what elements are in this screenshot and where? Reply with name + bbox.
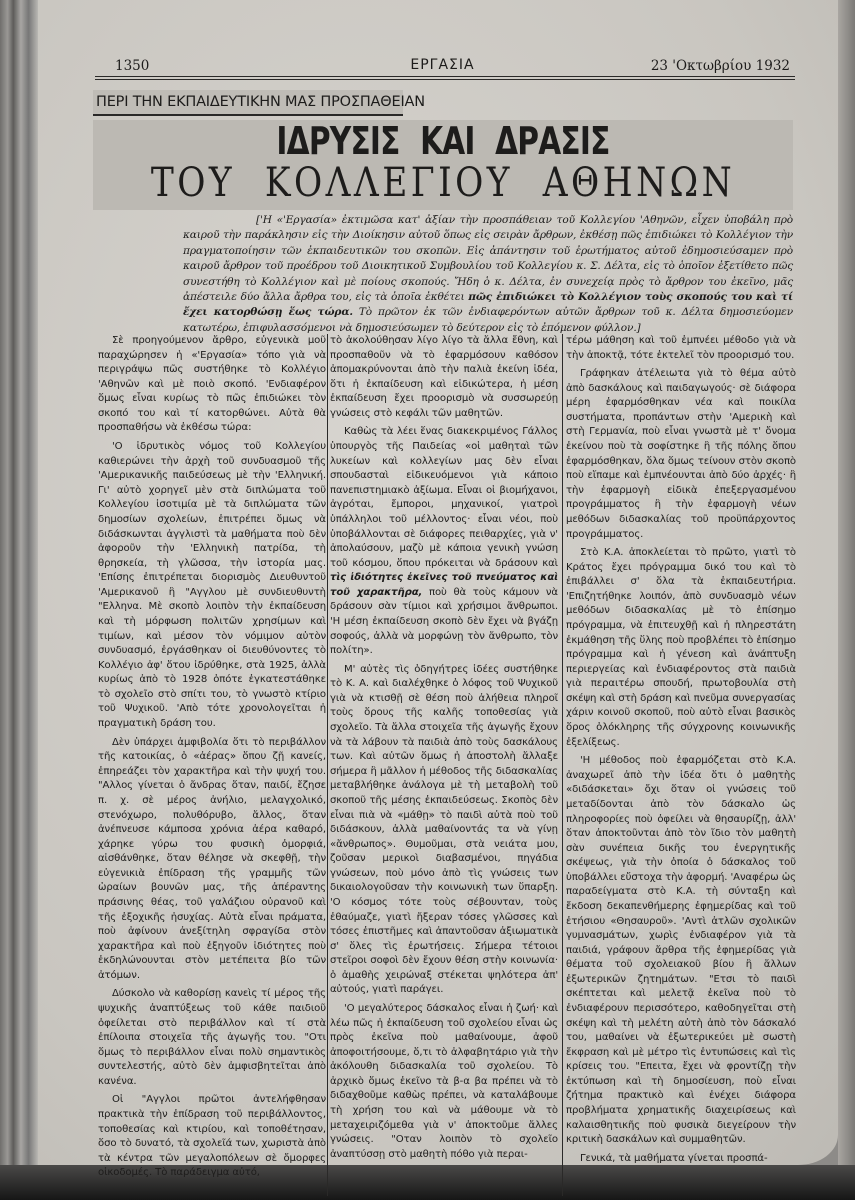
paragraph: Δὲν ὑπάρχει ἀμφιβολία ὅτι τὸ περιβάλλον τῆς κατοικίας, ὁ «ἀέρας» ὅπου ζῇ κανείς, ἐπηρεάζει τὸν χαρακτῆρα καὶ τὴν ψυχή του. "Αλλος γίνεται ὁ ἄνδρας ὅταν, παιδί, ἔζησε π. χ. σὲ μέρος ἀνήλιο, μελαγχολικό, στενόχωρο, πολυθόρυβο, ἄλλος, ὅταν ἀνέπνευσε κάμποσα χρόνια ἀέρα καθαρό, χάρηκε γύρω του φυσικὴ ὀμορφιά, αἰσθάνθηκε, ὅταν θέλησε νὰ σκεφθῇ, τὴν εὐγενικιὰ ἐπίδραση τῆς γραμμῆς τῶν ὡραίων βουνῶν μας, τῆς ἀπέραντης πράσινης θέας, τοῦ γαλάζιου οὐρανοῦ καὶ τῆς ἐξοχικῆς ἡσυχίας. Αὐτὰ εἶναι πράματα, ποὺ ἀφίνουν ἀνεξίτηλη σφραγίδα στὸν χαρακτῆρα καὶ ποὺ ἐξηγοῦν ἰδιότητες ποὺ ἐκδηλώνουνται στὸν μετέπειτα βίο τῶν ἀτόμων. [98, 736, 326, 981]
section-heading: ΠΕΡΙ ΤΗΝ ΕΚΠΑΙΔΕΥΤΙΚΗΝ ΜΑΣ ΠΡΟΣΠΑΘΕΙΑΝ [93, 90, 403, 116]
intro-bold: πῶς ἐπιδιώκει τὸ Κολλέγιον τοὺς σκοπούς του καὶ τί ἔχει κατορθώσῃ ἕως τώρα. [183, 291, 793, 319]
intro-text-1: ['Η «'Εργασία» ἐκτιμῶσα κατ' ἀξίαν τὴν προσπάθειαν τοῦ Κολλεγίου 'Αθηνῶν, εἶχεν ὑποβάλη πρὸ καιροῦ τὴν παράκλησιν εἰς τὴν Διοίκησιν αὐτοῦ ὅπως εἰς σειρὰν ἄρθρων, ἐκθέσῃ πῶς ἐπιδιώκει τὸ Κολλέγιον τὴν πραγματοποίησιν τῶν ἐκπαιδευτικῶν του σκοπῶν. Εἰς ἀπάντησιν τοῦ ἐρωτήματος αὐτοῦ ἐδημοσιεύσαμεν πρὸ καιροῦ ἄρθρον τοῦ προέδρου τοῦ Διοικητικοῦ Συμβουλίου τοῦ Κολλεγίου κ. Σ. Δέλτα, εἰς τὸ ὁποῖον ἐξετίθετο πῶς συνεστήθη τὸ Κολλέγιον καὶ μὲ ποίους σκοπούς. Ἤδη ὁ κ. Δέλτα, ἐν συνεχείᾳ πρὸς τὸ ἄρθρον του ἐκεῖνο, μᾶς ἀπέστειλε δύο ἄλλα ἄρθρα του, εἰς τὰ ὁποῖα ἐκθέτει [183, 214, 793, 304]
paragraph: τὸ ἀκολούθησαν λίγο λίγο τὰ ἄλλα ἔθνη, καὶ προσπαθοῦν νὰ τὸ ἐφαρμόσουν καθόσον ἀπομακρύνονται ἀπὸ τὴν παλιὰ ἐκείνη ἰδέα, ὅτι ἡ ἐκπαίδευση καὶ εἰδικώτερα, ἡ μέση ἐκπαίδευση ἔχει προορισμὸ νὰ συσσωρεύῃ γνώσεις στὸ κεφάλι τῶν μαθητῶν. [330, 335, 558, 419]
paragraph: 'Ο μεγαλύτερος δάσκαλος εἶναι ἡ ζωή· καὶ λέω πῶς ἡ ἐκπαίδευση τοῦ σχολείου εἶναι ὡς πρὸς ἐκεῖνα ποὺ μαθαίνουμε, ἀφοῦ ἀποφοιτήσουμε, ὅ,τι τὸ ἀλφαβητάριο γιὰ τὴν ἀκόλουθη διδασκαλία τοῦ σχολείου. Τὸ ἀρχικὸ ὅμως ἐκεῖνο τὰ β-α βα πρέπει νὰ τὸ διδαχθοῦμε καθὼς πρέπει, νὰ καταλάβουμε τὴ χρήση του καὶ νὰ μάθουμε νὰ τὸ μεταχειριζόμεθα γιὰ ν' ἀποκτοῦμε ἄλλες γνώσεις. "Οταν λοιπὸν τὸ σχολεῖο ἀναπτύσσῃ στὸ μαθητὴ πόθο γιὰ περαι- [330, 1003, 558, 1160]
article-column-3 [566, 334, 796, 1170]
issue-date: 23 'Οκτωβρίου 1932 [650, 58, 790, 74]
paragraph: Γράφηκαν ἀτέλειωτα γιὰ τὸ θέμα αὐτὸ ἀπὸ δασκάλους καὶ παιδαγωγούς· σὲ διάφορα μέρη ἐφαρμόσθηκαν νέα καὶ ποικίλα συστήματα, προπάντων στὴν 'Αμερικὴ καὶ στὴ Γερμανία, ποὺ εἶναι γνωστὰ μὲ τ' ὄνομα ἐκείνου ποὺ τὰ σοφίστηκε ἢ τῆς πόλης ὅπου ἐφαρμόσθηκαν, ὅλα ὅμως τείνουν στὸν σκοπὸ ποὺ εἴπαμε καὶ ἐμπνέουνται ἀπὸ δύο ἀρχές· ἢ τὴν ἐφαρμογὴ εἰδικὰ ἐπεξεργασμένου προγράμματος ἢ τὴν ἐφαρμογὴ νέων μεθόδων διδασκαλίας τοῦ προϋπάρχοντος προγράμματος. [566, 368, 796, 540]
paragraph: Σὲ προηγούμενον ἄρθρο, εὐγενικὰ μοῦ παραχώρησεν ἡ «'Εργασία» τόπο γιὰ νὰ περιγράψω πῶς συστήθηκε τὸ Κολλέγιο 'Αθηνῶν καὶ μὲ ποιὸ σκοπό. 'Ενδιαφέρον ὅμως εἶναι κυρίως τὸ πῶς ἐπιδιώκει τὸν σκοπό του καὶ τί κατορθώνει. Αὐτὰ θὰ προσπαθήσω νὰ ἐκθέσω τώρα: [98, 335, 326, 434]
paragraph [330, 425, 558, 658]
paragraph: Οἱ "Αγγλοι πρῶτοι ἀντελήφθησαν πρακτικὰ τὴν ἐπίδραση τοῦ περιβάλλοντος, τοποθεσίας καὶ κτιρίου, καὶ τοποθέτησαν, ὅσο τὸ δυνατό, τὰ σχολεῖά των, χωριστὰ ἀπὸ τὰ κέντρα τῶν μεγαλοπόλεων σὲ ὄμορφες οἰκοδομές. Τὸ παράδειγμα αὐτό, [98, 1094, 326, 1179]
article-column-2 [330, 334, 558, 1166]
headline-line-1: ΙΔΡΥΣΙΣ ΚΑΙ ΔΡΑΣΙΣ [276, 119, 610, 163]
paragraph: Δύσκολο νὰ καθορίσῃ κανεὶς τί μέρος τῆς ψυχικῆς ἀναπτύξεως τοῦ κάθε παιδιοῦ ὀφείλεται στὸ περιβάλλον καὶ τί στὰ ἐπίλοιπα στοιχεῖα τῆς ἀγωγῆς του. "Οτι ὅμως τὸ περιβάλλον εἶναι πολὺ σημαντικὸς συντελεστής, αὐτὸ δὲν ἀμφισβητεῖται ἀπὸ κανένα. [98, 988, 326, 1087]
intro-text-2: Τὸ πρῶτον ἐκ τῶν ἐνδιαφερόντων αὐτῶν ἄρθρων τοῦ κ. Δέλτα δημοσιεύομεν κατωτέρω, ἐπιφυλασσόμενοι νὰ δημοσιεύσωμεν τὸ δεύτερον εἰς τὸ ἐπόμενον φύλλον.] [183, 306, 793, 334]
publication-name: ΕΡΓΑΣΙΑ [410, 57, 475, 73]
paragraph: τέρω μάθηση καὶ τοῦ ἐμπνέει μέθοδο γιὰ νὰ τὴν ἀποκτᾷ, τότε ἐκτελεῖ τὸν προορισμό του. [566, 335, 796, 361]
paragraph: Στὸ Κ.Α. ἀποκλείεται τὸ πρῶτο, γιατὶ τὸ Κράτος ἔχει πρόγραμμα δικό του καὶ τὸ ἐπιβάλλει σ' ὅλα τὰ ἐκπαιδευτήρια. 'Επιζητήθηκε λοιπόν, ἀπὸ συνδυασμὸ νέων μεθόδων διδασκαλίας μὲ τὸ ἐπίσημο πρόγραμμα, νὰ ἐπιτευχθῇ καὶ ἡ πληρεστάτη ἐκμάθηση τῆς ὕλης ποὺ προβλέπει τὸ ἐπίσημο πρόγραμμα καὶ ἡ γένεση καὶ ἀνάπτυξη περιεργείας καὶ ἐνδιαφέροντος στὰ παιδιὰ γιὰ περαιτέρω σπουδή, πρωτοβουλία στὴ σκέψη καὶ στὴ δράση καὶ πνεῦμα συνεργασίας χάριν κοινοῦ σκοποῦ, ποὺ αὐτὸ εἶναι βασικὸς ὅρος ὁλόκληρης τῆς σύγχρονης κοινωνικῆς ἐξελίξεως. [566, 547, 796, 748]
emphasis-text: τὶς ἰδιότητες ἐκεῖνες τοῦ πνεύματος καὶ τοῦ χαρακτῆρα, [330, 572, 558, 598]
page-header [95, 54, 790, 74]
header-rule [95, 76, 795, 77]
paragraph: Μ' αὐτὲς τὶς ὁδηγήτρες ἰδέες συστήθηκε τὸ Κ. Α. καὶ διαλέχθηκε ὁ λόφος τοῦ Ψυχικοῦ γιὰ νὰ κτισθῇ σὲ θέση ποὺ ἀλήθεια πληροῖ τοὺς ὅρους τῆς καλῆς τοποθεσίας γιὰ σχολεῖο. Τὰ ἄλλα στοιχεῖα τῆς ἀγωγῆς ἔχουν νὰ τὰ λάβουν τὰ παιδιὰ ἀπὸ τοὺς δασκάλους των. Καὶ αὐτῶν ὅμως ἡ ἀποστολὴ ἄλλαξε σήμερα ἢ μᾶλλον ἡ μέθοδος τῆς διδασκαλίας μεταβλήθηκε ἀνάλογα μὲ τὴ μεταβολὴ τοῦ σκοποῦ τῆς μέσης ἐκπαιδεύσεως. Σκοπὸς δὲν εἶναι πιὰ νὰ «μάθῃ» τὸ παιδὶ αὐτὰ ποὺ τοῦ διδάσκουν, ἀλλὰ μαθαίνοντάς τα νὰ γίνῃ «ἄνθρωπος». Θυμοῦμαι, στὰ νειάτα μου, ζοῦσαν μερικοὶ διαβασμένοι, πηγάδια γνώσεων, ποὺ μόνο ἀπὸ τὶς γνώσεις των δικαιολογοῦσαν τὴν κοινωνικὴ των ὕπαρξη. 'Ο κόσμος τότε τοὺς σέβουνταν, τοὺς ἐθαύμαζε, γιατὶ ἤξεραν τόσες γλῶσσες καὶ τόσες ἐπιστῆμες καὶ ἀπαντοῦσαν ἀξιωματικὰ σ' ὅλες τὶς ἐρωτήσεις. Σήμερα τέτοιοι στεῖροι σοφοὶ δὲν ἔχουν θέση στὴν κοινωνία· ὁ ἀμαθὴς χειρώναξ στέκεται ψηλότερα ἀπ' αὐτούς, γιατὶ παράγει. [330, 663, 558, 996]
page-edge [838, 0, 855, 1170]
paragraph: 'Η μέθοδος ποὺ ἐφαρμόζεται στὸ Κ.Α. ἀναχωρεῖ ἀπὸ τὴν ἰδέα ὅτι ὁ μαθητὴς «διδάσκεται» ὄχι ὅταν οἱ γνώσεις τοῦ μεταδίδονται ἀπὸ τὸν δάσκαλο ὡς πληροφορίες ποὺ ὀφείλει νὰ θησαυρίζῃ, ἀλλ' ὅταν ἀποκτοῦνται ἀπὸ τὸν ἴδιο τὸν μαθητὴ σὰν συνέπεια δικῆς του ἐνεργητικῆς σκέψεως, γιὰ τὴν ὁποία ὁ δάσκαλος τοῦ ὑποβάλλει εὔστοχα τὴν ἀφορμή. 'Αναφέρω ὡς παραδείγματα στὸ Κ.Α. τὴ σύνταξη καὶ ἔκδοση δεκαπενθήμερης ἐφημερίδας καὶ τοῦ ἐτήσιου «Θησαυροῦ». 'Αντὶ ἀτλῶν σχολικῶν γυμνασμάτων, χωρὶς ἐνδιαφέρον γιὰ τὰ παιδιά, γράφουν ἄρθρα τῆς ἐφημερίδας γιὰ θέματα τοῦ σχολειακοῦ βίου ἢ ἄλλων ἐξωτερικῶν ζητημάτων. "Ετσι τὸ παιδὶ σκέπτεται καὶ μελετᾷ ἐκεῖνα ποὺ τὸ ἐνδιαφέρουν περισσότερο, καθοδηγεῖται στὴ σκέψη καὶ τὴ μελέτη αὐτὴ ἀπὸ τὸν δάσκαλό του, μαθαίνει νὰ ἐξωτερικεύει μὲ σωστὴ ἔκφραση καὶ μὲ μέτρο τὶς ἐντυπώσεις καὶ τὶς κρίσεις του. "Επειτα, ἔχει νὰ φροντίζῃ τὴν ἐκτύπωση καὶ τὴ δημοσίευση, ποὺ εἶναι ζήτημα πρακτικὸ καὶ ἐνέχει διάφορα προβλήματα χρηματικῆς διαχειρίσεως καὶ καλαισθητικῆς ποὺ φυσικὰ διεγείρουν τὴν κριτικὴ δασκάλων καὶ συμμαθητῶν. [566, 755, 796, 1146]
article-column-1 [98, 334, 326, 1185]
column-divider-2 [562, 334, 563, 1196]
header-rule-2 [95, 79, 795, 80]
book-binding [0, 0, 38, 1200]
paragraph: 'Ο ἱδρυτικὸς νόμος τοῦ Κολλεγίου καθιερώνει τὴν ἀρχὴ τοῦ συνδυασμοῦ τῆς 'Αμερικανικῆς παιδεύσεως μὲ τὴν 'Ελληνική. Γι' αὐτὸ χορηγεῖ μὲν στὰ διπλώματα τοῦ Κολλεγίου ἰσοτιμία μὲ τὰ διπλώματα τῶν δημοσίων σχολείων, ἐπιτρέπει ὅμως νὰ διδάσκωνται ἀγγλιστὶ τὰ μαθήματα ποὺ δὲν ἀφοροῦν τὴν 'Ελληνικὴ πατρίδα, τὴ θρησκεία, τὴ γλῶσσα, τὴν ἱστορία μας. 'Επίσης ἐπιτρέπεται διορισμὸς Διευθυντοῦ 'Αμερικανοῦ ἢ "Αγγλου μὲ συνδιευθυντὴ "Ελληνα. Μὲ σκοπὸ λοιπὸν τὴν ἐκπαίδευση καὶ τὴ μόρφωση πολιτῶν χρησίμων καὶ τιμίων, καὶ μέσον τὸν νόμιμον αὐτὸν συνδυασμό, ἐργάσθηκαν οἱ διευθύνοντες τὸ Κολλέγιο ἀφ' ὅτου ἱδρύθηκε, στὰ 1925, ἀλλὰ κυρίως ἀπὸ τὸ 1928 ὁπότε ἐγκατεστάθηκε τὸ σχολεῖο στὸ σπίτι του, τὸ γνωστὸ κτίριο τοῦ Ψυχικοῦ. 'Απὸ τότε χρονολογεῖται ἡ πραγματικὴ δράση του. [98, 441, 326, 730]
editorial-intro [183, 213, 793, 336]
page-number: 1350 [115, 58, 150, 74]
paragraph-text: Καθὼς τὰ λέει ἕνας διακεκριμένος Γάλλος ὑπουργὸς τῆς Παιδείας «οἱ μαθηταὶ τῶν λυκείων καὶ κολλεγίων μας δὲν εἶναι σπουδασταὶ εἰδικευόμενοι γιὰ κάποιο πανεπιστημιακὸ ἀξίωμα. Εἶναι οἱ βιομήχανοι, ἀγρόται, ἔμποροι, μηχανικοί, γιατροὶ ὑπάλληλοι τοῦ μέλλοντος· εἶναι νέοι, ποὺ ὑποβάλλονται σὲ διάφορες πειθαρχίες, γιὰ ν' ἀπολαύσουν, μαζὺ μὲ κάποια γενικὴ γνώση τοῦ κόσμου, ὅπου πρόκειται νὰ δράσουν καὶ [330, 426, 558, 569]
headline-line-2: ΤΟΥ ΚΟΛΛΕΓΙΟΥ ΑΘΗΝΩΝ [150, 160, 736, 206]
paragraph-text: ποὺ θὰ τοὺς κάμουν νὰ δράσουν σὰν τίμιοι καὶ χρήσιμοι ἄνθρωποι. 'Η μέση ἐκπαίδευση σκοπὸ δὲν ἔχει νὰ βγάζῃ σοφούς, ἀλλὰ νὰ μορφώνῃ τὸν ἄνθρωπο, τὸν πολίτη». [330, 586, 558, 657]
column-divider-1 [327, 334, 328, 1196]
paragraph: Γενικά, τὰ μαθήματα γίνεται προσπά- [580, 1152, 768, 1164]
